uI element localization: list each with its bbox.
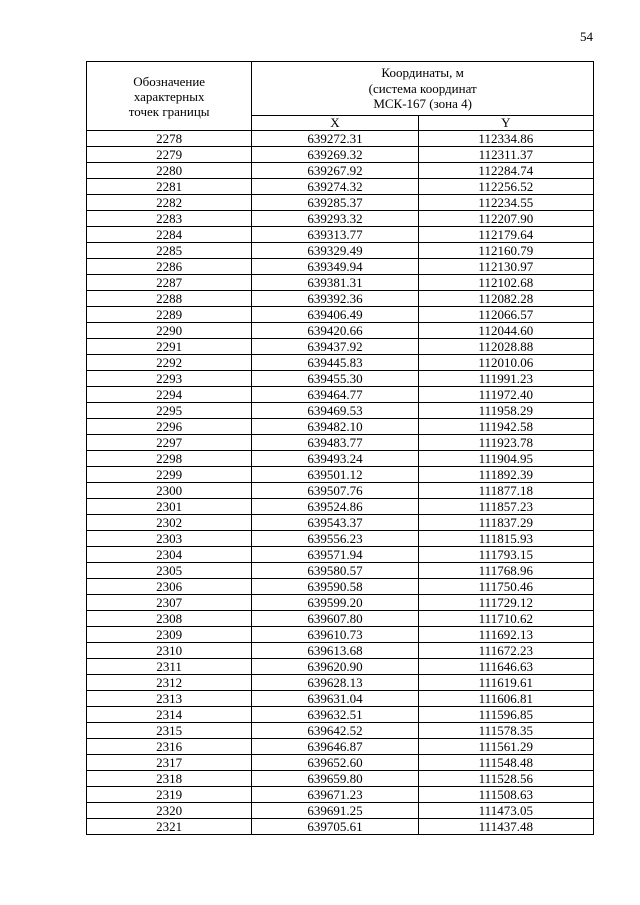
y-cell: 111923.78 [418, 435, 593, 451]
x-cell: 639445.83 [252, 355, 418, 371]
x-cell: 639420.66 [252, 323, 418, 339]
point-cell: 2296 [87, 419, 252, 435]
table-row [87, 579, 594, 595]
table-row [87, 387, 594, 403]
point-cell: 2302 [87, 515, 252, 531]
x-cell: 639267.92 [252, 163, 418, 179]
coords-header-line: (система координат [368, 80, 477, 96]
point-cell: 2281 [87, 179, 252, 195]
table-row [87, 179, 594, 195]
x-cell: 639613.68 [252, 643, 418, 659]
point-cell: 2320 [87, 803, 252, 819]
x-column-header: X [252, 115, 418, 130]
x-cell: 639313.77 [252, 227, 418, 243]
coords-header-line: МСК-167 (зона 4) [373, 96, 472, 112]
x-cell: 639483.77 [252, 435, 418, 451]
table-row [87, 515, 594, 531]
table-row [87, 627, 594, 643]
point-cell: 2290 [87, 323, 252, 339]
y-cell: 112179.64 [418, 227, 593, 243]
table-row [87, 355, 594, 371]
x-cell: 639571.94 [252, 547, 418, 563]
y-cell: 112028.88 [418, 339, 593, 355]
table-row [87, 147, 594, 163]
table-row [87, 707, 594, 723]
table-row [87, 323, 594, 339]
table-row [87, 131, 594, 147]
point-column-header [87, 62, 252, 131]
table-row [87, 739, 594, 755]
coordinates-column-header [252, 62, 594, 116]
x-cell: 639329.49 [252, 243, 418, 259]
point-cell: 2312 [87, 675, 252, 691]
y-cell: 111729.12 [418, 595, 593, 611]
x-cell: 639285.37 [252, 195, 418, 211]
y-cell: 111837.29 [418, 515, 593, 531]
y-cell: 111857.23 [418, 499, 593, 515]
y-cell: 112234.55 [418, 195, 593, 211]
y-cell: 111548.48 [418, 755, 593, 771]
point-cell: 2303 [87, 531, 252, 547]
x-cell: 639705.61 [252, 819, 418, 835]
point-cell: 2315 [87, 723, 252, 739]
point-cell: 2297 [87, 435, 252, 451]
point-header-line: точек границы [128, 103, 210, 119]
x-cell: 639524.86 [252, 499, 418, 515]
point-cell: 2293 [87, 371, 252, 387]
coordinates-table [86, 61, 594, 835]
table-row [87, 723, 594, 739]
x-cell: 639671.23 [252, 787, 418, 803]
table-row [87, 467, 594, 483]
table-row [87, 771, 594, 787]
x-cell: 639631.04 [252, 691, 418, 707]
x-cell: 639349.94 [252, 259, 418, 275]
point-cell: 2309 [87, 627, 252, 643]
x-cell: 639437.92 [252, 339, 418, 355]
x-cell: 639610.73 [252, 627, 418, 643]
y-cell: 111768.96 [418, 563, 593, 579]
table-row [87, 339, 594, 355]
x-cell: 639469.53 [252, 403, 418, 419]
x-cell: 639607.80 [252, 611, 418, 627]
x-cell: 639646.87 [252, 739, 418, 755]
x-cell: 639493.24 [252, 451, 418, 467]
point-cell: 2295 [87, 403, 252, 419]
point-cell: 2310 [87, 643, 252, 659]
table-row [87, 547, 594, 563]
table-row [87, 211, 594, 227]
point-cell: 2305 [87, 563, 252, 579]
table-row [87, 195, 594, 211]
x-cell: 639632.51 [252, 707, 418, 723]
y-cell: 112102.68 [418, 275, 593, 291]
table-row [87, 675, 594, 691]
point-cell: 2286 [87, 259, 252, 275]
point-cell: 2279 [87, 147, 252, 163]
y-cell: 111904.95 [418, 451, 593, 467]
point-cell: 2318 [87, 771, 252, 787]
table-row [87, 243, 594, 259]
x-cell: 639590.58 [252, 579, 418, 595]
y-cell: 111692.13 [418, 627, 593, 643]
table-row [87, 419, 594, 435]
y-cell: 112082.28 [418, 291, 593, 307]
table-row [87, 755, 594, 771]
y-cell: 111672.23 [418, 643, 593, 659]
page-number: 54 [580, 29, 593, 44]
point-cell: 2304 [87, 547, 252, 563]
point-cell: 2314 [87, 707, 252, 723]
x-cell: 639507.76 [252, 483, 418, 499]
x-cell: 639691.25 [252, 803, 418, 819]
point-cell: 2308 [87, 611, 252, 627]
y-cell: 112160.79 [418, 243, 593, 259]
y-cell: 111942.58 [418, 419, 593, 435]
point-cell: 2280 [87, 163, 252, 179]
table-row [87, 371, 594, 387]
table-row [87, 787, 594, 803]
point-cell: 2301 [87, 499, 252, 515]
y-cell: 111877.18 [418, 483, 593, 499]
y-cell: 111578.35 [418, 723, 593, 739]
y-cell: 111561.29 [418, 739, 593, 755]
table-row [87, 435, 594, 451]
y-cell: 111892.39 [418, 467, 593, 483]
y-cell: 111793.15 [418, 547, 593, 563]
point-cell: 2298 [87, 451, 252, 467]
table-row [87, 691, 594, 707]
table-row [87, 275, 594, 291]
y-cell: 111508.63 [418, 787, 593, 803]
table-row [87, 595, 594, 611]
y-column-header: Y [418, 115, 593, 130]
y-cell: 111596.85 [418, 707, 593, 723]
y-cell: 111646.63 [418, 659, 593, 675]
y-cell: 111750.46 [418, 579, 593, 595]
x-cell: 639580.57 [252, 563, 418, 579]
table-row [87, 611, 594, 627]
table-row [87, 307, 594, 323]
point-cell: 2289 [87, 307, 252, 323]
y-cell: 111437.48 [418, 819, 593, 835]
point-cell: 2292 [87, 355, 252, 371]
point-cell: 2278 [87, 131, 252, 147]
x-cell: 639381.31 [252, 275, 418, 291]
point-cell: 2291 [87, 339, 252, 355]
x-cell: 639642.52 [252, 723, 418, 739]
table-row [87, 403, 594, 419]
point-cell: 2319 [87, 787, 252, 803]
table-row [87, 259, 594, 275]
point-cell: 2317 [87, 755, 252, 771]
x-cell: 639556.23 [252, 531, 418, 547]
point-cell: 2299 [87, 467, 252, 483]
table-row [87, 291, 594, 307]
y-cell: 111606.81 [418, 691, 593, 707]
point-header-line: характерных [133, 88, 205, 104]
x-cell: 639620.90 [252, 659, 418, 675]
point-cell: 2282 [87, 195, 252, 211]
y-cell: 112130.97 [418, 259, 593, 275]
point-cell: 2287 [87, 275, 252, 291]
x-cell: 639599.20 [252, 595, 418, 611]
y-cell: 112334.86 [418, 131, 593, 147]
table-row [87, 451, 594, 467]
table-row [87, 819, 594, 835]
y-cell: 111710.62 [418, 611, 593, 627]
table-row [87, 499, 594, 515]
point-cell: 2285 [87, 243, 252, 259]
y-cell: 111528.56 [418, 771, 593, 787]
point-cell: 2313 [87, 691, 252, 707]
table-row [87, 803, 594, 819]
y-cell: 111972.40 [418, 387, 593, 403]
x-cell: 639455.30 [252, 371, 418, 387]
table-row [87, 643, 594, 659]
y-cell: 112207.90 [418, 211, 593, 227]
point-cell: 2311 [87, 659, 252, 675]
x-cell: 639628.13 [252, 675, 418, 691]
point-header-line: Обозначение [133, 73, 206, 89]
y-cell: 112256.52 [418, 179, 593, 195]
x-cell: 639543.37 [252, 515, 418, 531]
point-cell: 2288 [87, 291, 252, 307]
table-row [87, 563, 594, 579]
x-cell: 639293.32 [252, 211, 418, 227]
x-cell: 639652.60 [252, 755, 418, 771]
point-cell: 2300 [87, 483, 252, 499]
y-cell: 111473.05 [418, 803, 593, 819]
x-cell: 639659.80 [252, 771, 418, 787]
table-body [87, 131, 594, 835]
point-cell: 2307 [87, 595, 252, 611]
y-cell: 112010.06 [418, 355, 593, 371]
x-cell: 639482.10 [252, 419, 418, 435]
point-cell: 2284 [87, 227, 252, 243]
x-cell: 639274.32 [252, 179, 418, 195]
table-row [87, 227, 594, 243]
x-cell: 639406.49 [252, 307, 418, 323]
point-cell: 2294 [87, 387, 252, 403]
y-cell: 111815.93 [418, 531, 593, 547]
x-cell: 639501.12 [252, 467, 418, 483]
point-cell: 2306 [87, 579, 252, 595]
point-cell: 2283 [87, 211, 252, 227]
y-cell: 111958.29 [418, 403, 593, 419]
x-cell: 639464.77 [252, 387, 418, 403]
table-row [87, 659, 594, 675]
table-row [87, 163, 594, 179]
x-cell: 639272.31 [252, 131, 418, 147]
table-row [87, 531, 594, 547]
y-cell: 111619.61 [418, 675, 593, 691]
table-row [87, 483, 594, 499]
x-cell: 639392.36 [252, 291, 418, 307]
y-cell: 112066.57 [418, 307, 593, 323]
table-header [87, 62, 594, 131]
y-cell: 112311.37 [418, 147, 593, 163]
x-cell: 639269.32 [252, 147, 418, 163]
y-cell: 111991.23 [418, 371, 593, 387]
y-cell: 112284.74 [418, 163, 593, 179]
point-cell: 2321 [87, 819, 252, 835]
y-cell: 112044.60 [418, 323, 593, 339]
coords-header-line: Координаты, м [381, 65, 464, 81]
point-cell: 2316 [87, 739, 252, 755]
